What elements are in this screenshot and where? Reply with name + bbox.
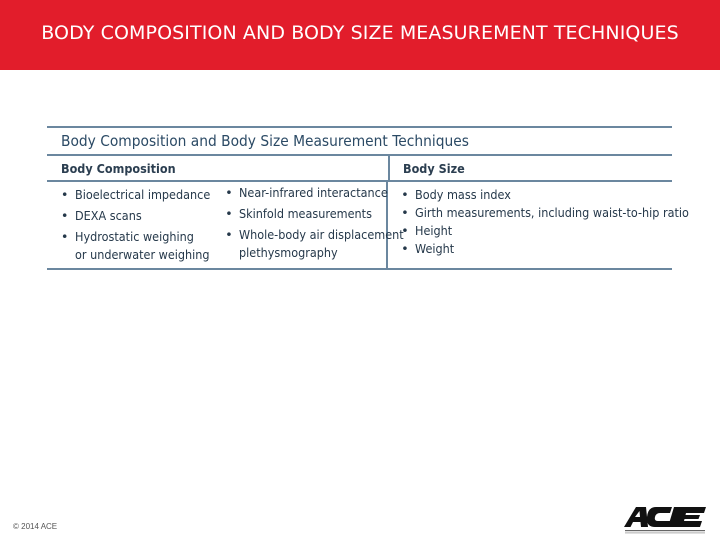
header-body-size-text: Body Size [403,160,465,176]
header-body-composition-text: Body Composition [61,160,176,176]
table-title-text: Body Composition and Body Size Measurement Techniques [61,132,469,150]
list-item-text: Skinfold measurements [239,206,373,221]
body-size-column [388,182,719,268]
list-item [401,204,719,222]
table-body-row [47,182,690,270]
header-body-composition [47,156,390,180]
body-composition-column-1 [47,182,225,268]
ace-logo [622,505,708,535]
list-item [61,186,225,204]
slide-title-bar [0,0,720,70]
list-item-text: Girth measurements, including waist-to-hip ratio [415,205,690,220]
list-item-continuation: or underwater weighing [75,247,210,262]
list-item-text: Bioelectrical impedance [75,187,211,202]
list-item [401,240,719,258]
list-item-continuation: plethysmography [239,245,338,260]
list-item-text: Body mass index [415,187,512,202]
list-item [225,226,404,262]
list-item [401,186,719,204]
measurement-table [47,126,690,270]
body-composition-column-2 [225,182,404,268]
list-item-text: Whole-body air displacement [239,227,404,242]
list-item-text: Height [415,223,453,238]
list-item-text: Weight [415,241,455,256]
slide-title: BODY COMPOSITION AND BODY SIZE MEASUREMENT TECHNIQUES [41,22,679,44]
list-item-text: DEXA scans [75,208,142,223]
list-item [225,184,389,202]
header-body-size [390,156,672,180]
list-item [61,228,225,264]
list-item [61,207,225,225]
copyright-footer: © 2014 ACE [13,522,58,531]
list-item [225,205,386,223]
list-item-text: Near-infrared interactance [239,185,389,200]
table-header-row [47,154,672,182]
list-item [401,222,719,240]
table-title [47,126,672,154]
list-item-text: Hydrostatic weighing [75,229,194,244]
